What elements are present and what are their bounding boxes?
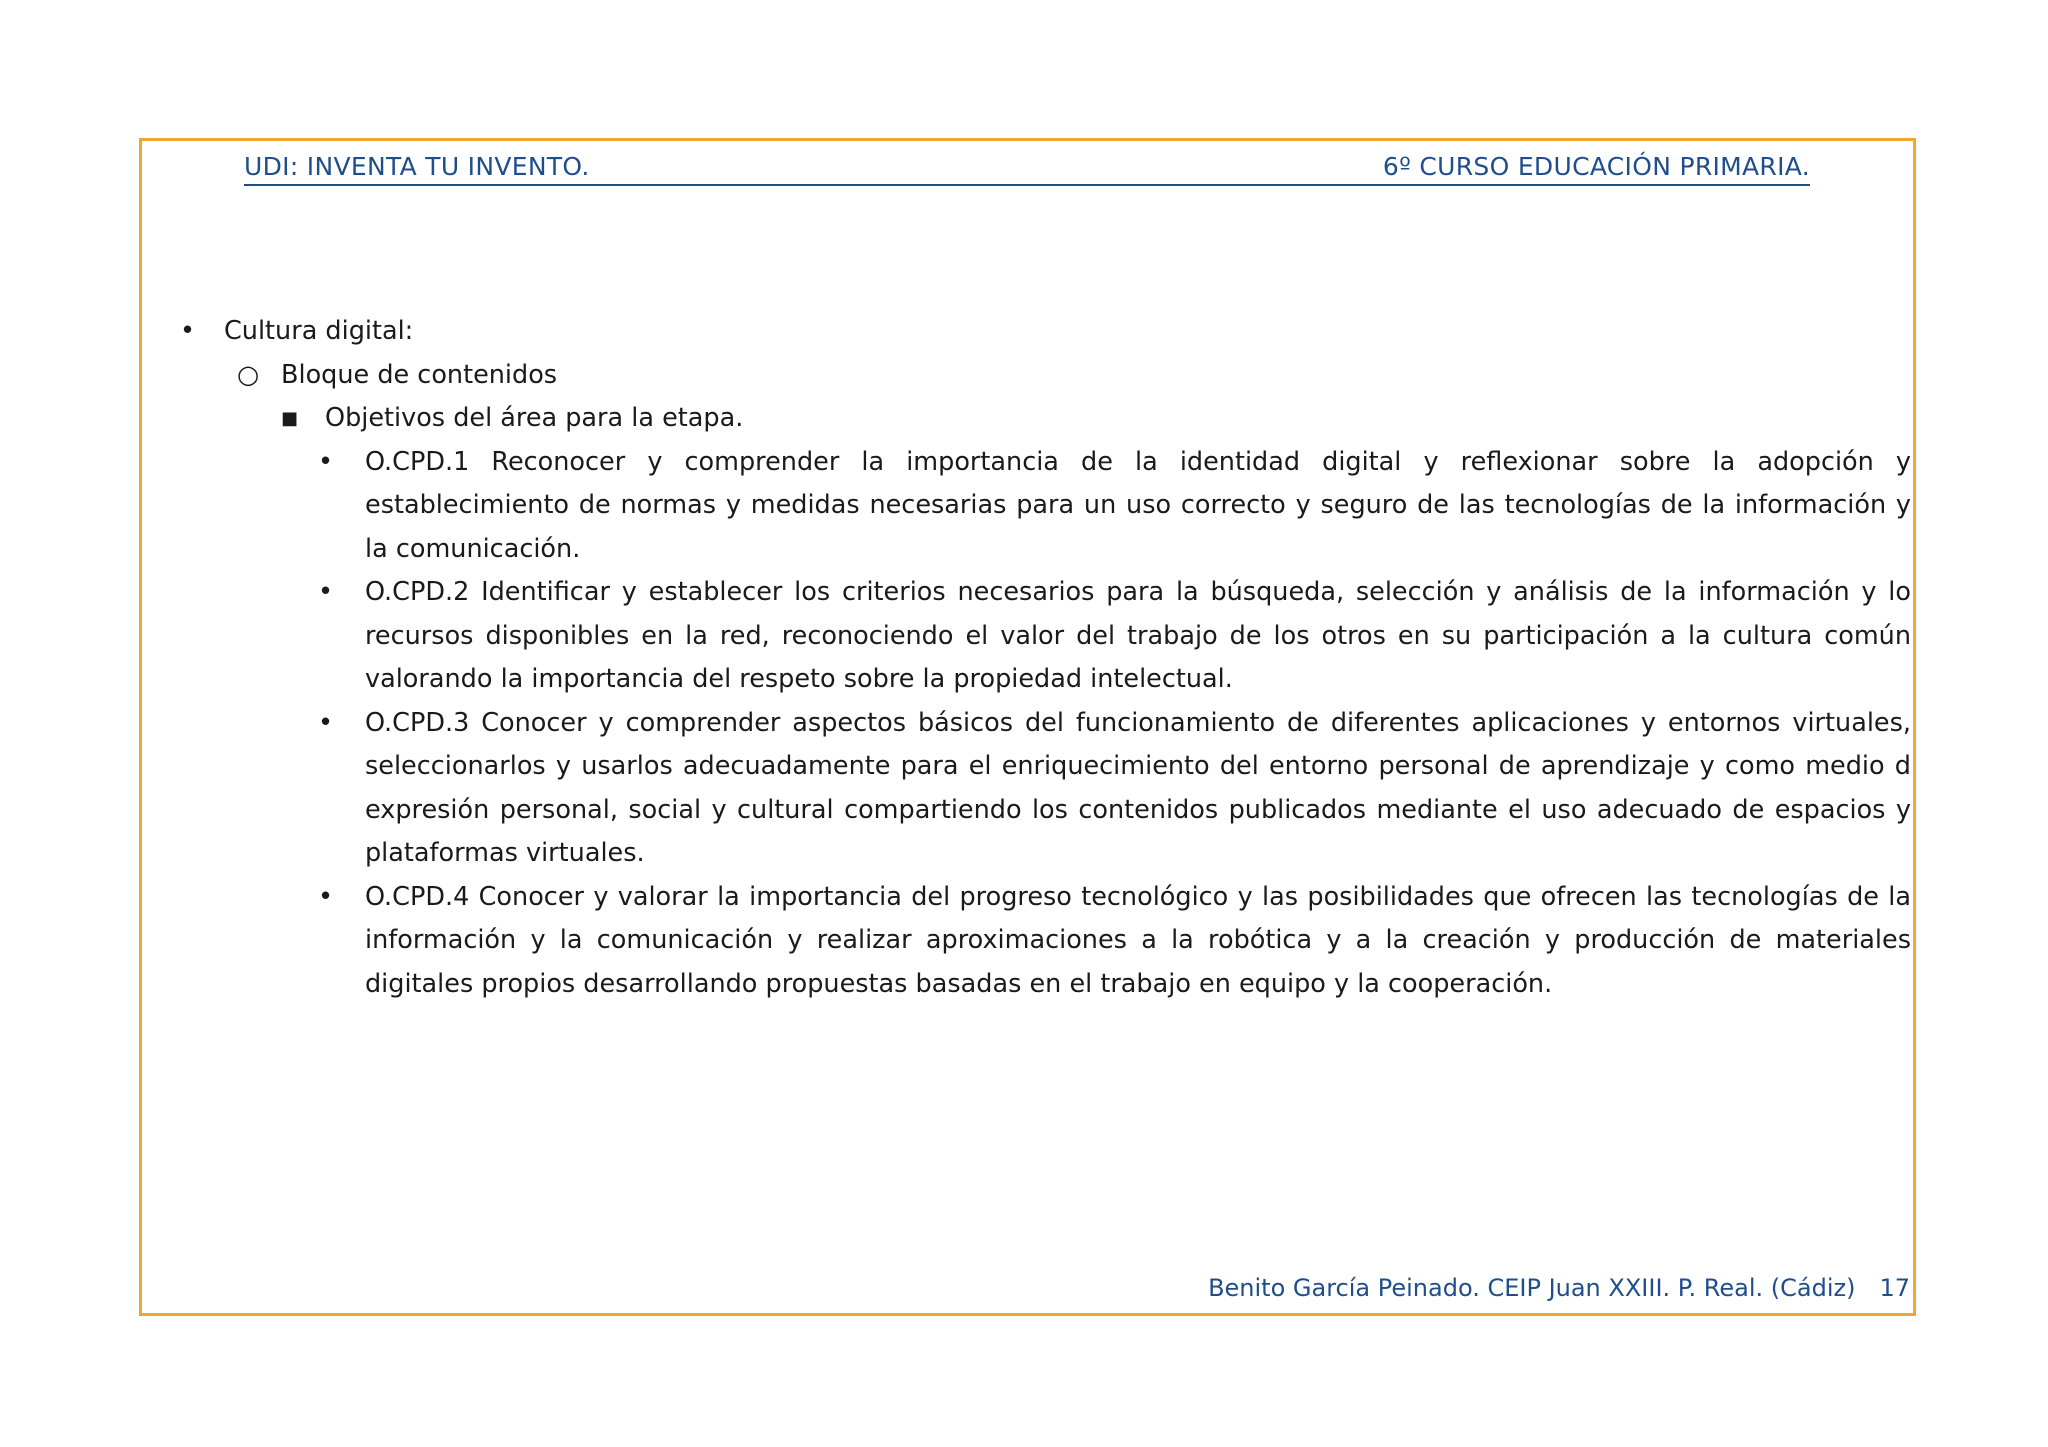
objective-text: O.CPD.4 Conocer y valorar la importancia del progreso tecnológico y las posibilidades que ofrecen las tecnologías de la información y la comunicación y realizar aproximaciones a la robótica y a la creación y producción de materiales digitales propios desarrollando propuestas basadas en el trabajo en equipo y la cooperación.: [365, 881, 1911, 999]
page-footer: [1208, 1272, 1910, 1304]
section-heading: Cultura digital:: [224, 316, 414, 346]
objective-text: O.CPD.2 Identificar y establecer los criterios necesarios para la búsqueda, selección y análisis de la información y lo recursos disponibles en la red, reconociendo el valor del trabajo de los otros en su participación a la cultura común valorando la importancia del respeto sobre la propiedad intelectual.: [365, 577, 1911, 694]
list-item: [180, 571, 1911, 702]
list-item: [180, 876, 1911, 1007]
list-item-level1: [180, 310, 1911, 354]
list-item: [180, 702, 1911, 876]
footer-author: Benito García Peinado. CEIP Juan XXIII. P. Real. (Cádiz): [1208, 1274, 1856, 1302]
bullet-disc-icon: •: [318, 577, 334, 607]
bullet-disc-icon: •: [318, 446, 334, 477]
page-number: 17: [1879, 1274, 1910, 1302]
document-body: [180, 310, 1911, 1006]
bullet-circle-icon: ○: [237, 359, 260, 390]
objective-text: O.CPD.3 Conocer y comprender aspectos básicos del funcionamiento de diferentes aplicaciones y entornos virtuales, seleccionarlos y usarlos adecuadamente para el enriquecimiento del entorno personal de aprendizaje y como medio d expresión personal, social y cultural compartiendo los contenidos publicados mediante el uso adecuado de espacios y plataformas virtuales.: [365, 707, 1911, 868]
list-item-level2: [180, 354, 1911, 398]
page-header: [244, 150, 1810, 186]
subsection-heading: Bloque de contenidos: [281, 359, 558, 390]
bullet-disc-icon: •: [318, 707, 334, 738]
bullet-square-icon: ■: [281, 408, 299, 429]
list-item: [180, 441, 1911, 572]
objective-text: O.CPD.1 Reconocer y comprender la importancia de la identidad digital y reflexionar sobre la adopción y establecimiento de normas y medidas necesarias para un uso correcto y seguro de las tecnologías de la información y la comunicación.: [365, 446, 1911, 564]
bullet-disc-icon: •: [318, 881, 334, 912]
list-item-level3: [180, 397, 1911, 441]
header-unit-title: UDI: INVENTA TU INVENTO.: [244, 152, 590, 181]
header-course: 6º CURSO EDUCACIÓN PRIMARIA.: [1382, 152, 1810, 181]
objectives-heading: Objetivos del área para la etapa.: [325, 403, 744, 433]
bullet-disc-icon: •: [180, 316, 196, 346]
